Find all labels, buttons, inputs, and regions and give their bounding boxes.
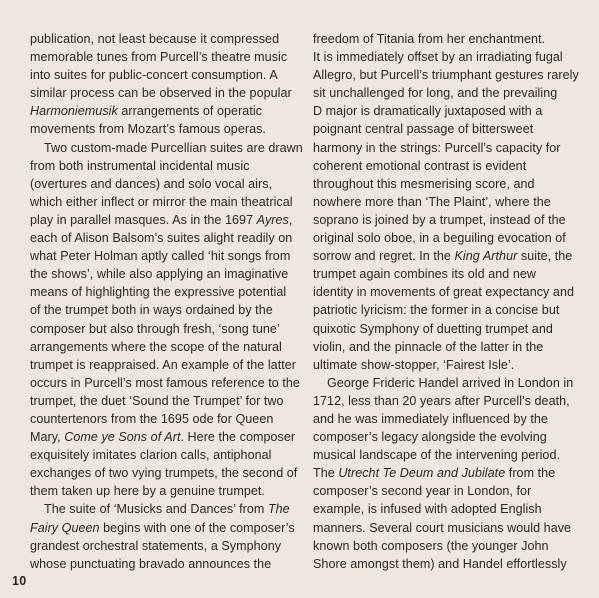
text-run: play in parallel masques. As in the 1697 [30, 212, 257, 227]
text-run: 1712, less than 20 years after Purcell’s death, [313, 393, 570, 408]
text-run: trumpet, the duet ‘Sound the Trumpet’ for two [30, 393, 284, 408]
text-run: each of Alison Balsom’s suites alight readily on [30, 231, 293, 246]
text-run: known both composers (the younger John [313, 538, 549, 553]
page-number: 10 [12, 574, 27, 588]
text-line [30, 356, 298, 374]
text-line [313, 229, 581, 247]
text-run: manners. Several court musicians would have [313, 520, 572, 535]
text-line [313, 193, 581, 211]
text-run: countertenors from the 1695 ode for Queen [30, 411, 274, 426]
text-run: sit unchallenged for long, and the prevailing [313, 86, 558, 101]
text-run: nowhere more than ‘The Plaint’, where the [313, 194, 551, 209]
text-run: original solo oboe, in a beguiling evocation of [313, 231, 566, 246]
text-line [30, 392, 298, 410]
text-line [30, 265, 298, 283]
text-line [313, 555, 581, 573]
text-line [313, 84, 581, 102]
text-run: example, is infused with adopted English [313, 502, 542, 517]
text-line [30, 410, 298, 428]
text-line [30, 139, 303, 157]
text-run: harmony in the strings: Purcell’s capacity for [313, 140, 561, 155]
text-run: The [313, 466, 339, 481]
text-line [313, 500, 581, 518]
text-run: violin, and the pinnacle of the latter in the [313, 339, 544, 354]
text-line [313, 446, 581, 464]
text-line [313, 519, 581, 537]
text-run: begins with one of the composer’s [99, 520, 295, 535]
text-run: composer’s second year in London, for [313, 484, 532, 499]
text-run: sorrow and regret. In the [313, 249, 455, 264]
text-line [30, 500, 298, 518]
text-line [313, 464, 581, 482]
text-line [30, 66, 298, 84]
text-run: movements from Mozart’s famous operas. [30, 122, 266, 137]
text-run: suite, the [517, 249, 573, 264]
text-line [30, 102, 298, 120]
text-run: composer but also through fresh, ‘song tune’ [30, 321, 280, 336]
text-run: and he was immediately influenced by the [313, 411, 548, 426]
text-line [313, 102, 581, 120]
text-line [313, 283, 581, 301]
text-run: into suites for public-concert consumption. A [30, 68, 278, 83]
text-line [30, 537, 298, 555]
text-line [30, 283, 298, 301]
text-run: throughout this mesmerising score, and [313, 176, 535, 191]
text-line [30, 157, 298, 175]
text-line [313, 120, 581, 138]
text-run: poignant central passage of bittersweet [313, 122, 534, 137]
text-run: whose punctuating bravado announces the [30, 556, 272, 571]
text-line [313, 374, 581, 392]
text-line [313, 392, 581, 410]
left-text-column [30, 30, 303, 573]
text-run: them taken up here by a genuine trumpet. [30, 484, 265, 499]
text-line [30, 30, 298, 48]
text-line [313, 48, 581, 66]
text-run: . Here the composer [180, 430, 296, 445]
text-line [30, 320, 298, 338]
text-run: Shore amongst them) and Handel effortlessly [313, 556, 567, 571]
text-line [30, 338, 298, 356]
text-line [313, 356, 581, 374]
italic-title: Fairy Queen [30, 520, 100, 535]
text-run: patriotic lyricism: the former in a concise but [313, 303, 560, 318]
italic-title: Utrecht Te Deum and Jubilate [338, 466, 506, 481]
text-line [30, 84, 298, 102]
text-run: arrangements of operatic [117, 104, 263, 119]
text-run: of the trumpet both in ways ordained by the [30, 303, 273, 318]
text-line [313, 537, 581, 555]
text-run: composer’s legacy alongside the evolving [313, 430, 547, 445]
text-run: (overtures and dances) and solo vocal airs, [30, 176, 273, 191]
italic-title: Come ye Sons of Art [64, 430, 181, 445]
text-line [313, 30, 581, 48]
text-run: musical landscape of the intervening period. [313, 448, 561, 463]
italic-title: Ayres [256, 212, 289, 227]
text-run: trumpet is reappraised. An example of the latter [30, 357, 297, 372]
text-run: Two custom-made Purcellian suites are drawn [44, 140, 303, 155]
text-run: from both instrumental incidental music [30, 158, 250, 173]
text-run: the shows’, while also applying an imaginative [30, 267, 289, 282]
text-line [30, 229, 298, 247]
text-run: Allegro, but Purcell’s triumphant gestures rarely [313, 68, 579, 83]
text-line [30, 193, 298, 211]
text-run: exquisitely imitates clarion calls, antiphonal [30, 448, 272, 463]
text-run: identity in movements of great expectancy and [313, 285, 574, 300]
text-run: trumpet again combines its old and new [313, 267, 536, 282]
text-run: George Frideric Handel arrived in London in [327, 375, 574, 390]
text-run: similar process can be observed in the popular [30, 86, 292, 101]
text-line [30, 247, 298, 265]
text-run: which either inflect or mirror the main theatrical [30, 194, 293, 209]
text-line [313, 211, 581, 229]
text-line [30, 446, 298, 464]
text-line [30, 374, 298, 392]
text-run: Mary, [30, 430, 65, 445]
text-run: ultimate show-stopper, ‘Fairest Isle’. [313, 357, 515, 372]
text-line [30, 555, 298, 573]
text-run: quixotic Symphony of duetting trumpet and [313, 321, 553, 336]
text-run: what Peter Holman aptly called ‘hit songs from [30, 249, 291, 264]
text-run: from the [505, 466, 556, 481]
text-run: The suite of ‘Musicks and Dances’ from [44, 502, 268, 517]
text-run: arrangements where the scope of the natural [30, 339, 282, 354]
text-line [313, 139, 581, 157]
text-line [30, 175, 298, 193]
text-line [30, 464, 298, 482]
text-line [313, 265, 581, 283]
text-run: soprano is joined by a trumpet, instead of the [313, 212, 566, 227]
text-line [313, 66, 581, 84]
text-line [30, 428, 298, 446]
text-line [313, 410, 581, 428]
text-line [313, 338, 581, 356]
text-line [30, 301, 298, 319]
text-run: exchanges of two vying trumpets, the second of [30, 466, 298, 481]
text-run: , [288, 212, 293, 227]
text-run: occurs in Purcell’s most famous reference to the [30, 375, 300, 390]
text-line [30, 120, 298, 138]
text-line [313, 157, 581, 175]
text-run: means of highlighting the expressive potential [30, 285, 287, 300]
text-line [30, 211, 298, 229]
text-run: D major is dramatically juxtaposed with a [313, 104, 543, 119]
text-run: It is immediately offset by an irradiating fugal [313, 50, 563, 65]
text-run: freedom of Titania from her enchantment. [313, 32, 546, 46]
italic-title: Harmoniemusik [30, 104, 118, 119]
text-line [313, 247, 581, 265]
text-line [313, 428, 581, 446]
text-line [313, 175, 581, 193]
italic-title: King Arthur [454, 249, 518, 264]
text-line [30, 48, 298, 66]
text-run: coherent emotional contrast is evident [313, 158, 527, 173]
text-line [313, 301, 581, 319]
text-run: publication, not least because it compressed [30, 32, 280, 46]
text-run: memorable tunes from Purcell’s theatre music [30, 50, 288, 65]
text-line [313, 320, 581, 338]
italic-title: The [267, 502, 290, 517]
right-text-column [313, 30, 581, 573]
text-line [30, 482, 298, 500]
text-line [30, 519, 298, 537]
text-run: grandest orchestral statements, a Symphony [30, 538, 282, 553]
text-line [313, 482, 581, 500]
